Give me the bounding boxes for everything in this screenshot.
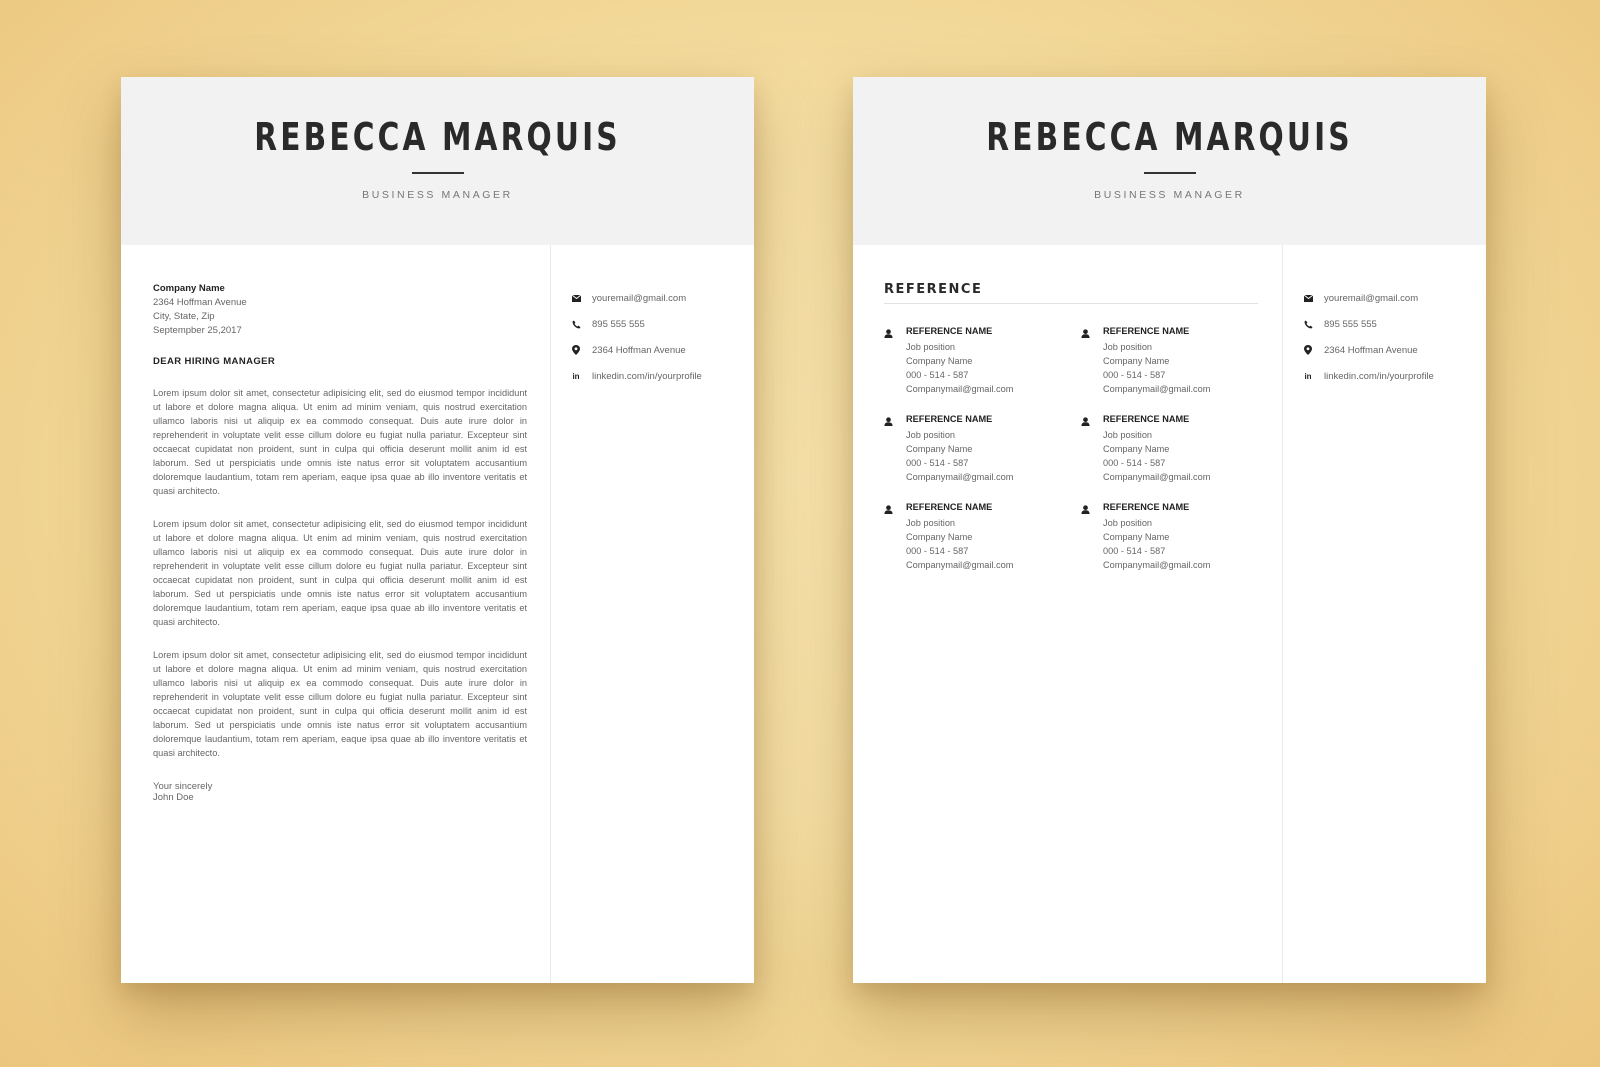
contact-email[interactable] (1303, 285, 1483, 311)
reference-heading: REFERENCE (884, 282, 1258, 304)
reference-phone: 000 - 514 - 587 (1103, 546, 1166, 556)
name-underline (1144, 172, 1196, 174)
contact-linkedin-text: linkedin.com/in/yourprofile (1324, 370, 1434, 382)
reference-entry (884, 412, 1081, 484)
contact-address-text: 2364 Hoffman Avenue (1324, 344, 1418, 356)
contact-address (571, 337, 751, 363)
person-icon (1081, 412, 1103, 484)
contact-email-text: youremail@gmail.com (592, 292, 687, 304)
reference-name: REFERENCE NAME (1103, 326, 1190, 336)
reference-page-job-title: BUSINESS MANAGER (1094, 189, 1245, 201)
contact-phone (571, 311, 751, 337)
reference-name: REFERENCE NAME (1103, 502, 1190, 512)
column-divider (550, 245, 551, 983)
reference-name: REFERENCE NAME (906, 502, 993, 512)
reference-name: REFERENCE NAME (906, 326, 993, 336)
reference-name: REFERENCE NAME (1103, 414, 1190, 424)
envelope-icon (571, 293, 581, 303)
letter-date: Septempber 25,2017 (153, 325, 242, 336)
reference-company: Company Name (1103, 356, 1170, 366)
reference-phone: 000 - 514 - 587 (1103, 370, 1166, 380)
contact-email[interactable] (571, 285, 751, 311)
reference-entry (1081, 324, 1278, 396)
contact-linkedin-text: linkedin.com/in/yourprofile (592, 370, 702, 382)
letter-paragraph: Lorem ipsum dolor sit amet, consectetur adipisicing elit, sed do eiusmod tempor incididunt ut labore et dolore magna aliqua. Ut enim ad minim veniam, quis nostrud exercitation ullamco laboris nisi ut aliquip ex ea commodo consequat. Duis aute irure dolor in reprehenderit in voluptate velit esse cillum dolore eu fugiat nulla pariatur. Excepteur sint occaecat cupidatat non proident, sunt in culpa qui officia deserunt mollit anim id est laborum. Sed ut perspiciatis unde omnis iste natus error sit voluptatem accusantium doloremque laudantium, totam rem aperiam, eaque ipsa quae ab illo inventore veritatis et quasi architecto. (153, 388, 527, 496)
letter-job-title: BUSINESS MANAGER (362, 189, 513, 201)
recipient-company: Company Name (153, 283, 225, 294)
closing-phrase: Your sincerely (153, 781, 213, 792)
reference-page (853, 77, 1486, 983)
reference-email[interactable]: Companymail@gmail.com (1103, 384, 1211, 394)
reference-position: Job position (906, 342, 956, 352)
reference-email[interactable]: Companymail@gmail.com (906, 560, 1014, 570)
reference-phone: 000 - 514 - 587 (906, 370, 969, 380)
reference-position: Job position (1103, 342, 1153, 352)
name-underline (412, 172, 464, 174)
person-icon (884, 324, 906, 396)
phone-icon (571, 319, 581, 329)
contact-phone-text: 895 555 555 (1324, 318, 1377, 330)
reference-phone: 000 - 514 - 587 (906, 458, 969, 468)
person-icon (884, 500, 906, 572)
reference-name: REFERENCE NAME (906, 414, 993, 424)
person-icon (1081, 324, 1103, 396)
map-pin-icon (1303, 345, 1313, 355)
person-icon (1081, 500, 1103, 572)
letter-body (153, 282, 527, 803)
map-pin-icon (571, 345, 581, 355)
reference-page-name: REBECCA MARQUIS (986, 115, 1353, 159)
contact-phone (1303, 311, 1483, 337)
reference-company: Company Name (1103, 444, 1170, 454)
reference-entry (884, 500, 1081, 572)
contact-linkedin[interactable] (1303, 363, 1483, 389)
reference-company: Company Name (1103, 532, 1170, 542)
reference-list (884, 324, 1284, 572)
phone-icon (1303, 319, 1313, 329)
reference-header (853, 77, 1486, 245)
contact-address (1303, 337, 1483, 363)
signature-name: John Doe (153, 792, 194, 803)
reference-phone: 000 - 514 - 587 (906, 546, 969, 556)
linkedin-icon: in (572, 371, 580, 381)
recipient-city: City, State, Zip (153, 311, 215, 322)
reference-entry (1081, 500, 1278, 572)
letter-name: REBECCA MARQUIS (254, 115, 621, 159)
linkedin-icon: in (1304, 371, 1312, 381)
reference-email[interactable]: Companymail@gmail.com (906, 472, 1014, 482)
contact-sidebar (571, 285, 751, 389)
reference-company: Company Name (906, 444, 973, 454)
reference-phone: 000 - 514 - 587 (1103, 458, 1166, 468)
reference-position: Job position (1103, 430, 1153, 440)
letter-paragraph: Lorem ipsum dolor sit amet, consectetur adipisicing elit, sed do eiusmod tempor incididunt ut labore et dolore magna aliqua. Ut enim ad minim veniam, quis nostrud exercitation ullamco laboris nisi ut aliquip ex ea commodo consequat. Duis aute irure dolor in reprehenderit in voluptate velit esse cillum dolore eu fugiat nulla pariatur. Excepteur sint occaecat cupidatat non proident, sunt in culpa qui officia deserunt mollit anim id est laborum. Sed ut perspiciatis unde omnis iste natus error sit voluptatem accusantium doloremque laudantium, totam rem aperiam, eaque ipsa quae ab illo inventore veritatis et quasi architecto. (153, 650, 527, 758)
reference-position: Job position (1103, 518, 1153, 528)
reference-company: Company Name (906, 356, 973, 366)
letter-paragraph: Lorem ipsum dolor sit amet, consectetur adipisicing elit, sed do eiusmod tempor incididunt ut labore et dolore magna aliqua. Ut enim ad minim veniam, quis nostrud exercitation ullamco laboris nisi ut aliquip ex ea commodo consequat. Duis aute irure dolor in reprehenderit in voluptate velit esse cillum dolore eu fugiat nulla pariatur. Excepteur sint occaecat cupidatat non proident, sunt in culpa qui officia deserunt mollit anim id est laborum. Sed ut perspiciatis unde omnis iste natus error sit voluptatem accusantium doloremque laudantium, totam rem aperiam, eaque ipsa quae ab illo inventore veritatis et quasi architecto. (153, 519, 527, 627)
reference-position: Job position (906, 518, 956, 528)
recipient-address: 2364 Hoffman Avenue (153, 297, 247, 308)
contact-sidebar (1303, 285, 1483, 389)
reference-company: Company Name (906, 532, 973, 542)
cover-letter-page (121, 77, 754, 983)
reference-email[interactable]: Companymail@gmail.com (906, 384, 1014, 394)
envelope-icon (1303, 293, 1313, 303)
person-icon (884, 412, 906, 484)
contact-phone-text: 895 555 555 (592, 318, 645, 330)
contact-email-text: youremail@gmail.com (1324, 292, 1419, 304)
reference-position: Job position (906, 430, 956, 440)
reference-email[interactable]: Companymail@gmail.com (1103, 472, 1211, 482)
letter-header (121, 77, 754, 245)
reference-entry (884, 324, 1081, 396)
reference-email[interactable]: Companymail@gmail.com (1103, 560, 1211, 570)
reference-entry (1081, 412, 1278, 484)
contact-linkedin[interactable] (571, 363, 751, 389)
contact-address-text: 2364 Hoffman Avenue (592, 344, 686, 356)
salutation: DEAR HIRING MANAGER (153, 356, 276, 367)
letter-closing (153, 781, 527, 803)
